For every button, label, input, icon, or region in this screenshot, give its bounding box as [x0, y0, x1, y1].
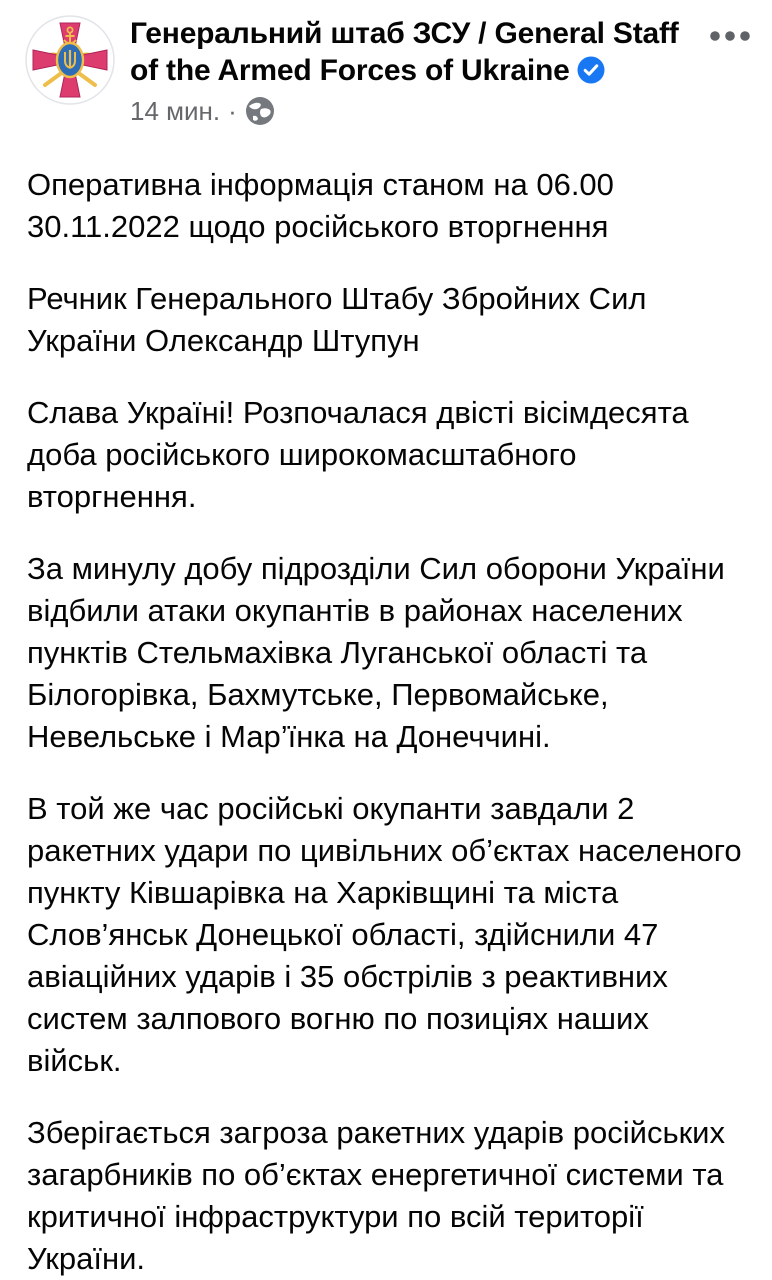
- header-text: [130, 15, 698, 126]
- post-paragraph: В той же час російські окупанти завдали 2 ракетних удари по цивільних об’єктах населеного пункту Ківшарівка на Харківщині та міста Слов’янськ Донецької області, здійснили 47 авіаційних ударів і 35 обстрілів з реактивних систем залпового вогню по позиціях наших військ.: [27, 791, 742, 1078]
- timestamp[interactable]: 14 мин.: [130, 96, 221, 126]
- post-body: [0, 164, 772, 1280]
- general-staff-emblem-icon: [25, 15, 115, 105]
- post-header: [0, 0, 772, 126]
- post-paragraph: Слава Україні! Розпочалася двісті вісімдесята доба російського широкомасштабного вторгнення.: [27, 395, 689, 514]
- avatar[interactable]: [25, 15, 115, 105]
- globe-icon: [245, 96, 275, 126]
- meta-separator: ·: [228, 96, 237, 126]
- post-paragraph: Речник Генерального Штабу Збройних Сил України Олександр Штупун: [27, 281, 647, 358]
- page-title[interactable]: [130, 15, 698, 89]
- post-meta: [130, 96, 698, 126]
- post-paragraph: За минулу добу підрозділи Сил оборони України відбили атаки окупантів в районах населених пунктів Стельмахівка Луганської області та Білогорівка, Бахмутське, Первомайське, Невельське і Мар’їнка на Донеччині.: [27, 551, 725, 754]
- three-dots-icon: [708, 29, 752, 43]
- author-name-text[interactable]: Генеральний штаб ЗСУ / General Staff of the Armed Forces of Ukraine: [130, 17, 679, 87]
- post-paragraph: Зберігається загроза ракетних ударів російських загарбників по об’єктах енергетичної системи та критичної інфраструктури по всій території України.: [27, 1115, 725, 1276]
- post-menu-button[interactable]: [698, 15, 752, 46]
- verified-badge-icon: [577, 56, 605, 84]
- post-paragraph: Оперативна інформація станом на 06.00 30.11.2022 щодо російського вторгнення: [27, 167, 614, 244]
